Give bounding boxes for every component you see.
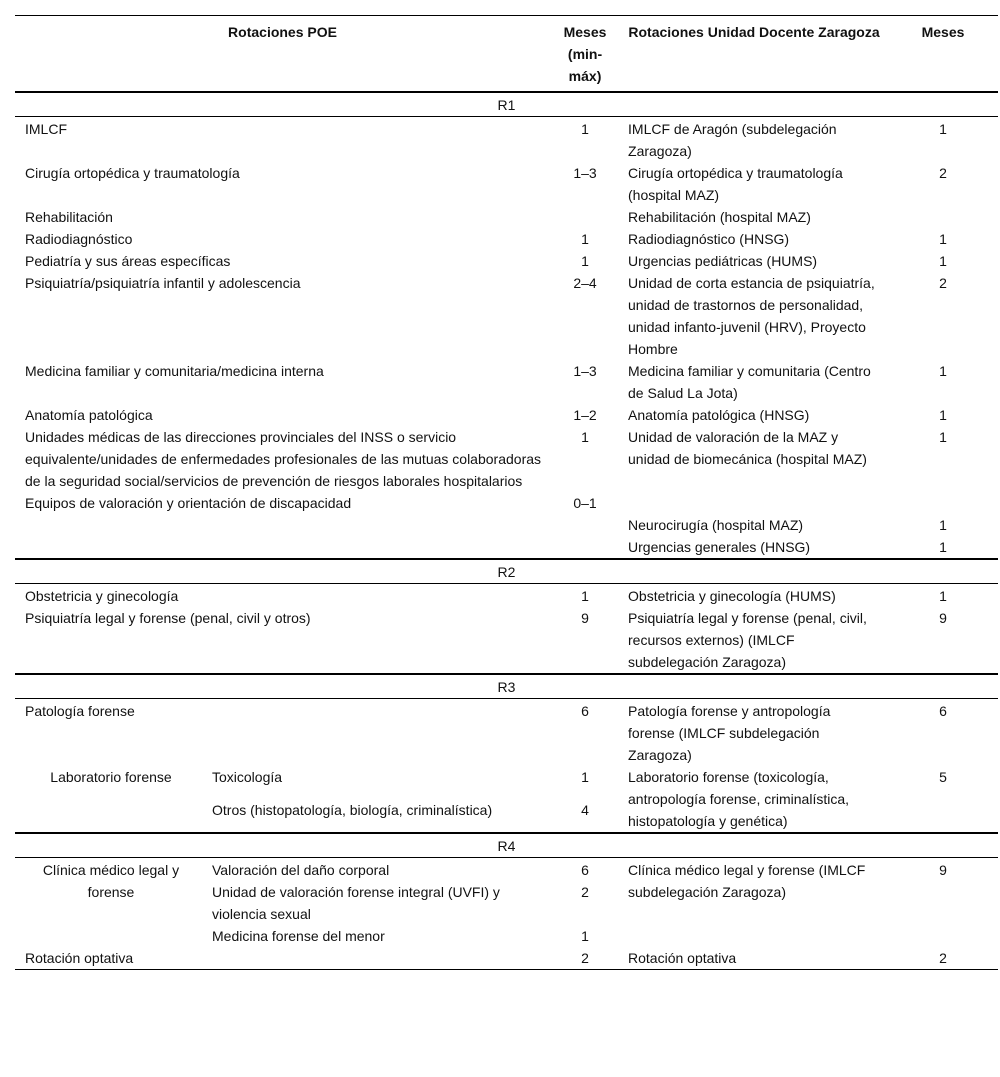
section-row xyxy=(15,674,998,699)
poe-months: 1 xyxy=(581,429,589,445)
section-row xyxy=(15,92,998,117)
unidad-months: 1 xyxy=(939,429,947,445)
poe-months: 1–3 xyxy=(573,165,597,181)
unidad-months: 1 xyxy=(939,363,947,379)
table-row xyxy=(15,426,998,492)
section-row xyxy=(15,833,998,858)
poe-subrotation: Toxicología xyxy=(212,769,283,785)
poe-months: 2 xyxy=(581,884,589,900)
poe-rotation: Obstetricia y ginecología xyxy=(25,588,179,604)
poe-rotation xyxy=(15,514,550,536)
table-row xyxy=(15,607,998,674)
unidad-months xyxy=(888,206,998,228)
table-row xyxy=(15,162,998,206)
unidad-months: 1 xyxy=(939,539,947,555)
unidad-months: 1 xyxy=(939,588,947,604)
unidad-rotation: Neurocirugía (hospital MAZ) xyxy=(628,517,804,533)
table-row xyxy=(15,947,998,970)
poe-rotation: Equipos de valoración y orientación de discapacidad xyxy=(25,495,352,511)
poe-rotation: Unidades médicas de las direcciones provinciales del INSS o servicio equivalente/unidades de enfermedades profesionales de las mutuas colaboradoras de la seguridad social/servicios de prevención de riesgos laborales hospitalarios xyxy=(25,429,542,489)
poe-months: 6 xyxy=(581,703,589,719)
poe-months: 1 xyxy=(581,928,589,944)
unidad-rotation: Obstetricia y ginecología (HUMS) xyxy=(628,588,836,604)
poe-rotation: Patología forense xyxy=(25,703,135,719)
poe-months: 4 xyxy=(581,801,589,818)
unidad-rotation: Rotación optativa xyxy=(620,947,888,970)
unidad-rotation xyxy=(620,492,888,514)
unidad-months xyxy=(888,492,998,514)
poe-rotation: Medicina familiar y comunitaria/medicina interna xyxy=(25,363,324,379)
unidad-months: 6 xyxy=(939,703,947,719)
unidad-rotation: Urgencias pediátricas (HUMS) xyxy=(628,253,818,269)
section-label: R1 xyxy=(15,92,998,117)
poe-months xyxy=(550,536,620,559)
unidad-rotation: Medicina familiar y comunitaria (Centro de Salud La Jota) xyxy=(628,363,871,401)
poe-rotation: Cirugía ortopédica y traumatología xyxy=(25,165,240,181)
unidad-months: 2 xyxy=(939,275,947,291)
unidad-months: 1 xyxy=(939,517,947,533)
poe-rotation: Pediatría y sus áreas específicas xyxy=(25,253,231,269)
poe-subrotation: Medicina forense del menor xyxy=(212,928,385,944)
unidad-months: 1 xyxy=(939,253,947,269)
table-body xyxy=(15,92,998,970)
section-label: R2 xyxy=(15,559,998,584)
poe-rotation: Laboratorio forense xyxy=(50,769,172,785)
poe-rotation: Clínica médico legal y forense xyxy=(42,862,180,900)
poe-months: 1 xyxy=(581,121,589,137)
table-row xyxy=(15,766,998,799)
table-row xyxy=(15,206,998,228)
rotations-table xyxy=(15,15,998,970)
poe-rotation: Radiodiagnóstico xyxy=(25,231,133,247)
table-row xyxy=(15,536,998,559)
poe-rotation: IMLCF xyxy=(25,121,67,137)
poe-months: 1 xyxy=(581,769,589,785)
unidad-months: 2 xyxy=(939,165,947,181)
unidad-rotation: Patología forense y antropología forense (IMLCF subdelegación Zaragoza) xyxy=(628,703,831,763)
table-row xyxy=(15,250,998,272)
poe-months: 2–4 xyxy=(573,275,597,291)
unidad-rotation: Radiodiagnóstico (HNSG) xyxy=(628,231,790,247)
table-row xyxy=(15,228,998,250)
poe-months: 1–3 xyxy=(573,363,597,379)
rotations-table-container xyxy=(15,15,998,970)
header-rotaciones-poe: Rotaciones POE xyxy=(15,16,550,93)
unidad-rotation: Anatomía patológica (HNSG) xyxy=(628,407,810,423)
unidad-months: 1 xyxy=(939,231,947,247)
table-row xyxy=(15,584,998,608)
table-row xyxy=(15,117,998,163)
unidad-rotation: Psiquiatría legal y forense (penal, civil, recursos externos) (IMLCF subdelegación Zaragoza) xyxy=(628,610,867,670)
poe-months: 2 xyxy=(550,947,620,970)
unidad-months: 9 xyxy=(939,862,947,878)
unidad-months: 9 xyxy=(939,610,947,626)
poe-subrotation: Unidad de valoración forense integral (UVFI) y violencia sexual xyxy=(212,884,500,922)
poe-rotation: Rehabilitación xyxy=(25,209,113,225)
poe-months: 1 xyxy=(581,231,589,247)
unidad-rotation: Rehabilitación (hospital MAZ) xyxy=(628,209,811,225)
poe-months xyxy=(550,206,620,228)
poe-rotation: Psiquiatría/psiquiatría infantil y adolescencia xyxy=(25,275,301,291)
table-row xyxy=(15,272,998,360)
unidad-rotation: Unidad de corta estancia de psiquiatría, unidad de trastornos de personalidad, unidad infanto-juvenil (HRV), Proyecto Hombre xyxy=(628,275,875,357)
poe-months: 9 xyxy=(581,610,589,626)
unidad-rotation: Urgencias generales (HNSG) xyxy=(628,539,811,555)
table-row xyxy=(15,404,998,426)
unidad-months: 2 xyxy=(888,947,998,970)
section-label: R4 xyxy=(15,833,998,858)
poe-months: 1 xyxy=(581,588,589,604)
unidad-months: 5 xyxy=(939,769,947,785)
poe-months: 6 xyxy=(581,862,589,878)
poe-rotation: Rotación optativa xyxy=(15,947,550,970)
unidad-months: 1 xyxy=(939,407,947,423)
unidad-rotation: Clínica médico legal y forense (IMLCF subdelegación Zaragoza) xyxy=(628,862,866,900)
table-row xyxy=(15,492,998,514)
poe-months: 1 xyxy=(581,253,589,269)
poe-rotation: Anatomía patológica xyxy=(25,407,153,423)
section-row xyxy=(15,559,998,584)
section-label: R3 xyxy=(15,674,998,699)
table-row xyxy=(15,699,998,767)
poe-subrotation: Otros (histopatología, biología, criminalística) xyxy=(212,801,493,818)
unidad-rotation: Cirugía ortopédica y traumatología (hospital MAZ) xyxy=(628,165,843,203)
table-row xyxy=(15,360,998,404)
unidad-months: 1 xyxy=(939,121,947,137)
table-row xyxy=(15,514,998,536)
table-row xyxy=(15,858,998,882)
header-meses-poe: Meses (min-máx) xyxy=(550,16,620,93)
poe-rotation xyxy=(15,536,550,559)
poe-months: 0–1 xyxy=(573,495,597,511)
unidad-rotation: IMLCF de Aragón (subdelegación Zaragoza) xyxy=(628,121,837,159)
poe-rotation: Psiquiatría legal y forense (penal, civil y otros) xyxy=(25,610,311,626)
header-rotaciones-unidad: Rotaciones Unidad Docente Zaragoza xyxy=(620,16,888,93)
unidad-rotation: Laboratorio forense (toxicología, antropología forense, criminalística, histopatología y genética) xyxy=(628,769,850,829)
poe-months: 1–2 xyxy=(573,407,597,423)
poe-months xyxy=(550,514,620,536)
unidad-rotation: Unidad de valoración de la MAZ y unidad de biomecánica (hospital MAZ) xyxy=(628,429,867,467)
table-header-row xyxy=(15,16,998,93)
poe-subrotation: Valoración del daño corporal xyxy=(212,862,390,878)
header-meses-unidad: Meses xyxy=(888,16,998,93)
